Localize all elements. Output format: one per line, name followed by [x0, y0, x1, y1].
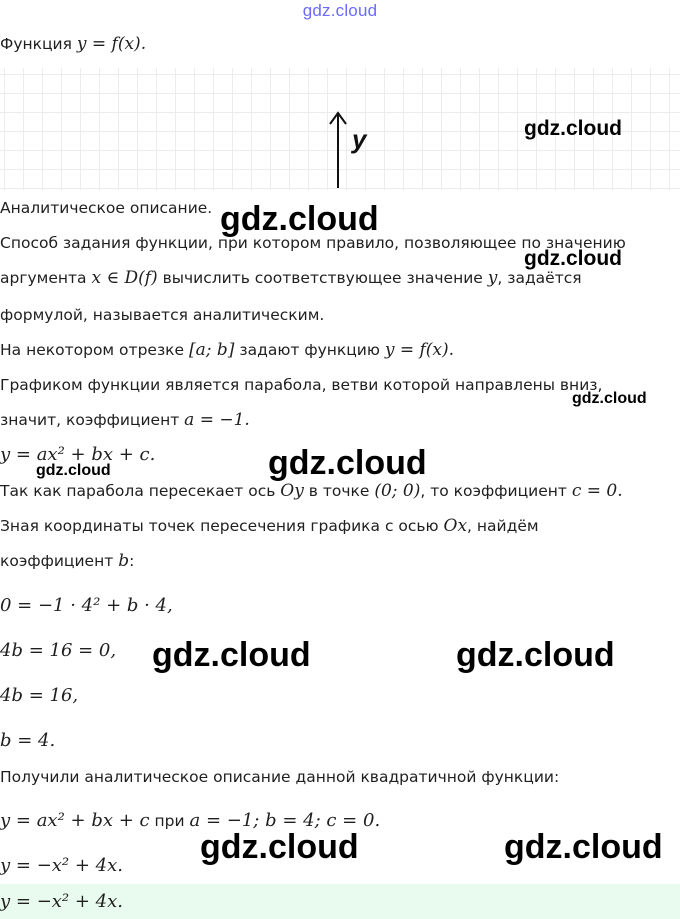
- segment-function-math: y = f(x).: [384, 340, 455, 360]
- equation-step-4: b = 4.: [0, 730, 56, 751]
- watermark: gdz.cloud: [524, 247, 622, 270]
- definition-line-2: [0, 268, 582, 288]
- watermark: gdz.cloud: [220, 200, 379, 238]
- c-line-prefix: Так как парабола пересекает ось: [0, 482, 281, 500]
- segment-line-prefix: На некотором отрезке: [0, 341, 190, 359]
- coefficient-c-line: [0, 481, 623, 501]
- equation-step-1: 0 = −1 · 4² + b · 4,: [0, 595, 173, 616]
- segment-math: [a; b]: [189, 340, 235, 360]
- c-line-middle: в точке: [303, 482, 375, 500]
- definition-line-2-middle: вычислить соответствующее значение: [157, 269, 488, 287]
- watermark: gdz.cloud: [268, 444, 427, 482]
- origin-point-math: (0; 0): [374, 481, 421, 501]
- result-values: a = −1; b = 4; c = 0.: [189, 810, 381, 831]
- ox-axis-math: Ox: [443, 516, 468, 536]
- watermark: gdz.cloud: [572, 390, 647, 407]
- watermark: gdz.cloud: [200, 828, 359, 866]
- domain-math: x ∈ D(f): [91, 268, 158, 288]
- parabola-line-2: [0, 410, 250, 430]
- result-intro: Получили аналитическое описание данной квадратичной функции:: [0, 768, 560, 786]
- watermark: gdz.cloud: [504, 828, 663, 866]
- coefficient-a-math: a = −1.: [184, 410, 250, 430]
- watermark: gdz.cloud: [36, 462, 111, 479]
- ox-line-1-suffix: , найдём: [467, 517, 539, 535]
- definition-line-3: формулой, называется аналитическим.: [0, 306, 325, 324]
- function-intro: [0, 34, 146, 54]
- oy-axis-math: Oy: [280, 481, 304, 501]
- definition-line-1: Способ задания функции, при котором правило, позволяющее по значению: [0, 234, 626, 252]
- ox-line-2-prefix: коэффициент: [0, 552, 119, 570]
- answer-equation: y = −x² + 4x.: [0, 891, 123, 912]
- site-header-logo[interactable]: gdz.cloud: [302, 1, 378, 20]
- y-axis-label: y: [352, 124, 367, 154]
- function-intro-math: y = f(x).: [76, 34, 147, 54]
- analytic-title: Аналитическое описание.: [0, 199, 213, 217]
- segment-line-middle: задают функцию: [234, 341, 385, 359]
- value-var: y: [487, 268, 498, 288]
- watermark: gdz.cloud: [524, 117, 622, 140]
- ox-line-2-suffix: :: [129, 552, 135, 570]
- function-intro-text: Функция: [0, 35, 77, 53]
- b-var-math: b: [118, 551, 130, 571]
- general-form-equation: y = ax² + bx + c.: [0, 444, 156, 465]
- segment-line: [0, 340, 454, 360]
- coefficient-c-math: c = 0.: [571, 481, 623, 501]
- watermark: gdz.cloud: [456, 636, 615, 674]
- equation-step-2: 4b = 16 = 0,: [0, 640, 117, 661]
- ox-line-1-prefix: Зная координаты точек пересечения графика с осью: [0, 517, 444, 535]
- equation-step-3: 4b = 16,: [0, 685, 79, 706]
- parabola-line-2-prefix: значит, коэффициент: [0, 411, 185, 429]
- definition-line-2-prefix: аргумента: [0, 269, 92, 287]
- watermark: gdz.cloud: [152, 636, 311, 674]
- definition-line-2-suffix: , задаётся: [497, 269, 582, 287]
- result-word: при: [149, 812, 190, 830]
- result-equation: y = −x² + 4x.: [0, 855, 123, 876]
- result-formula: y = ax² + bx + c: [0, 810, 150, 831]
- ox-line-1: [0, 516, 539, 536]
- ox-line-2: [0, 551, 134, 571]
- c-line-middle-2: , то коэффициент: [420, 482, 572, 500]
- parabola-line-1: Графиком функции является парабола, ветви которой направлены вниз,: [0, 376, 603, 394]
- y-axis-arrow-icon: [328, 110, 348, 190]
